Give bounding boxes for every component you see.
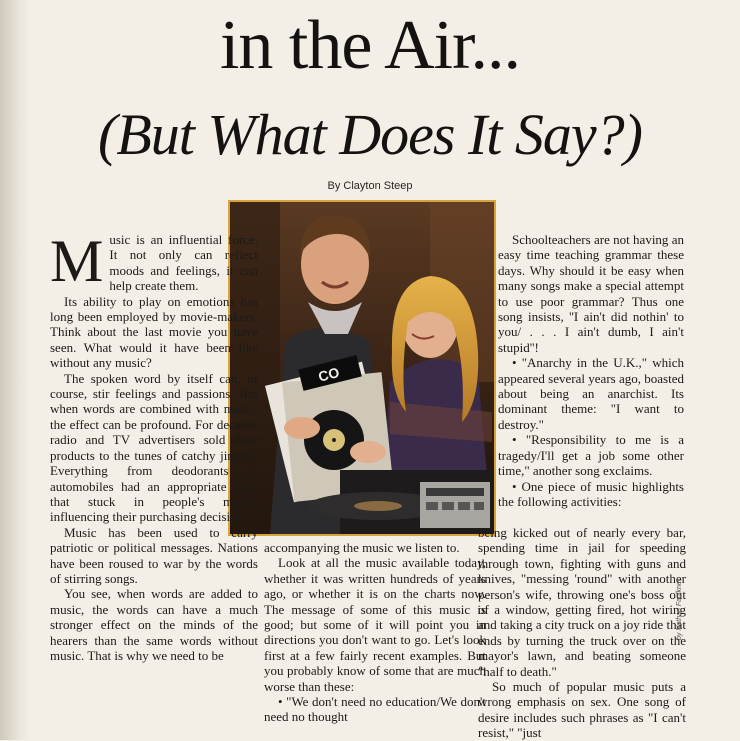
- headline-line2: (But What Does It Say?): [98, 102, 642, 167]
- right-paragraph-4: • One piece of music highlights the following activities:: [498, 478, 684, 509]
- column-left: [50, 228, 258, 663]
- middle-paragraph-1: accompanying the music we listen to.: [264, 540, 460, 555]
- middle-paragraph-2: Look at all the music available today, whether it was written hundreds of years ago, or whether it is on the charts now. The message of some of this music is good; but some of it will point you in directions you don't want to go. Let's look first at a few fairly recent examples. But you probably know of some that are much worse than these:: [264, 555, 486, 694]
- left-paragraph-4: Music has been used to carry patriotic or political messages. Nations have been roused to war by the words of stirring songs.: [50, 524, 258, 586]
- left-paragraph-2: Its ability to play on emotions has long been employed by movie-makers. Think about the last movie you have seen. What would it have been like without any music?: [50, 293, 258, 371]
- byline: By Clayton Steep: [327, 180, 413, 192]
- drop-cap: M: [50, 228, 104, 294]
- right-paragraph-5: being kicked out of nearly every bar, spending time in jail for speeding through town, fighting with guns and knives, "messing 'round" with another person's wife, throwing one's boss out of a window, getting fired, hot wiring and taking a city truck on a joy ride that ends by turning the truck over on the mayor's lawn, and beating someone "half to death.": [478, 525, 686, 679]
- article-photo: [228, 200, 496, 536]
- headline-line1: in the Air...: [219, 7, 521, 84]
- right-paragraph-6: So much of popular music puts a wrong emphasis on sex. One song of desire includes such phrases as "I can't resist," "just: [478, 679, 686, 741]
- right-paragraph-1: Schoolteachers are not having an easy time teaching grammar these days. Why should it be easy when many songs make a special attempt to use poor grammar? Thus one song insists, ''I ain't did nothin' to you/ . . . I ain't dumb, I ain't stupid''!: [498, 232, 684, 355]
- right-paragraph-3: • "Responsibility to me is a tragedy/I'll get a job some other time," another song exclaims.: [498, 432, 684, 479]
- middle-paragraph-3: • "We don't need no education/We don't need no thought: [264, 694, 486, 725]
- left-paragraph-1-text: usic is an influential force. It not only can reflect moods and feelings, it can help create them.: [109, 232, 258, 294]
- left-paragraph-5: You see, when words are added to music, the words can have a much stronger effect on the minds of the hearers than the same words without music. That is why we need to be: [50, 586, 258, 663]
- left-paragraph-1: [50, 228, 258, 294]
- left-paragraph-3: The spoken word by itself can, of course, stir feelings and passions. But when words are combined with music, the effect can be profound. For decades radio and TV advertisers sold their products to the tunes of catchy jingles. Everything from deodorants to automobiles had an appropriate ditty that stuck in people's minds, influencing their purchasing decisions.: [50, 370, 258, 525]
- record-cover-label: CO: [316, 364, 341, 385]
- column-right-upper: [498, 232, 684, 509]
- right-paragraph-2: • "Anarchy in the U.K.," which appeared several years ago, boasted about being an anarchist. Its dominant theme: "I want to destroy.": [498, 355, 684, 432]
- column-right-lower: [478, 525, 686, 741]
- column-middle: [264, 540, 486, 725]
- photo-illustration: [230, 202, 494, 534]
- photo-credit: by Nathan Faulkner: [676, 578, 683, 640]
